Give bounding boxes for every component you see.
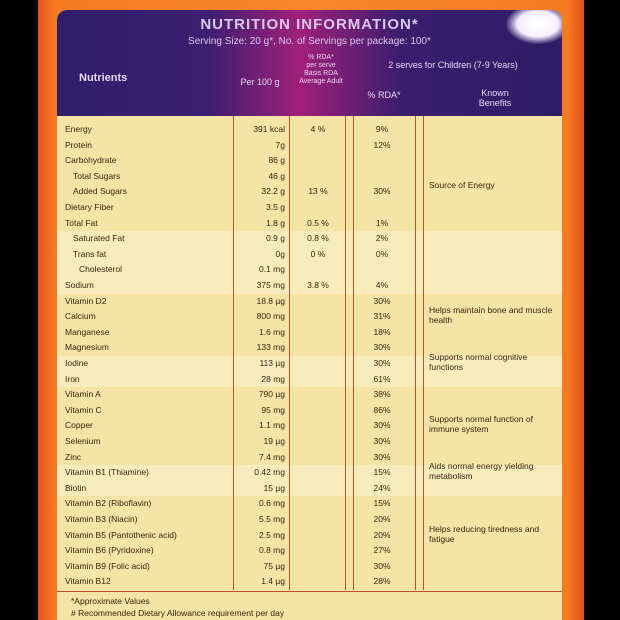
column-divider xyxy=(353,116,354,590)
nutrition-panel xyxy=(57,10,562,620)
col-header-benefits-line1: Known xyxy=(481,88,509,98)
table-row xyxy=(57,216,562,232)
rda-adult-value xyxy=(295,374,341,385)
per-100g-value: 7.4 mg xyxy=(259,451,285,462)
per-100g-value: 95 mg xyxy=(261,404,285,415)
table-row xyxy=(57,559,562,575)
nutrition-header xyxy=(57,10,562,116)
per-100g-value: 790 µg xyxy=(258,389,285,400)
rda-child-value: 30% xyxy=(373,358,391,368)
column-divider xyxy=(423,116,424,590)
per-100g-value: 1.8 g xyxy=(266,217,285,228)
per-100g-value: 375 mg xyxy=(256,280,285,290)
per-100g-value: 391 kcal xyxy=(253,124,285,134)
col-header-rda-line4: Average Adult xyxy=(299,78,343,85)
per-100g-value: 113 µg xyxy=(259,358,285,368)
col-header-children: 2 serves for Children (7-9 Years) xyxy=(388,60,518,70)
col-header-nutrients: Nutrients xyxy=(79,72,128,84)
col-header-benefits-line2: Benefits xyxy=(478,98,512,108)
rda-adult-value xyxy=(295,405,341,416)
rda-adult-value xyxy=(295,530,341,541)
nutrient-name: Vitamin B9 (Folic acid) xyxy=(65,560,150,571)
table-row xyxy=(57,138,562,154)
per-100g-value: 15 µg xyxy=(263,482,285,493)
rda-child-value: 12% xyxy=(373,139,391,150)
nutrient-name: Total Fat xyxy=(65,217,98,228)
rda-child-value: 38% xyxy=(373,389,391,400)
column-divider xyxy=(415,116,416,590)
rda-child-value: 18% xyxy=(373,326,391,337)
rda-adult-value: 3.8 % xyxy=(307,280,329,290)
per-100g-value: 800 mg xyxy=(256,311,285,322)
nutrient-name: Manganese xyxy=(65,326,110,337)
rda-child-value xyxy=(349,202,415,213)
rda-adult-value xyxy=(295,342,341,353)
table-row xyxy=(57,372,562,388)
rda-child-value: 30% xyxy=(373,342,391,353)
column-divider xyxy=(233,116,234,590)
nutrient-name: Protein xyxy=(65,139,92,150)
rda-adult-value xyxy=(295,140,341,151)
nutrient-name: Iron xyxy=(65,373,80,384)
nutrient-name: Cholesterol xyxy=(79,264,122,275)
table-row xyxy=(57,262,562,278)
rda-child-value: 30% xyxy=(373,436,391,446)
nutrient-name: Vitamin B6 (Pyridoxine) xyxy=(65,545,154,556)
per-100g-value: 75 µg xyxy=(263,560,285,571)
footnotes xyxy=(57,591,562,620)
per-100g-value: 0.42 mg xyxy=(254,467,285,478)
nutrient-name: Dietary Fiber xyxy=(65,202,114,212)
nutrient-name: Carbohydrate xyxy=(65,155,117,166)
rda-child-value: 15% xyxy=(373,498,391,509)
nutrient-name: Copper xyxy=(65,420,93,431)
nutrient-name: Magnesium xyxy=(65,342,109,353)
table-row xyxy=(57,247,562,263)
nutrient-name: Saturated Fat xyxy=(73,233,125,244)
nutrient-name: Vitamin C xyxy=(65,404,102,415)
rda-adult-value xyxy=(295,576,341,587)
benefit-text: Helps maintain bone and muscle health xyxy=(429,305,553,326)
rda-adult-value: 4 % xyxy=(310,124,326,134)
per-100g-value: 18.8 µg xyxy=(256,295,285,306)
rda-adult-value: 0 % xyxy=(310,248,326,259)
rda-child-value: 15% xyxy=(373,467,391,478)
rda-adult-value xyxy=(295,498,341,509)
nutrient-name: Calcium xyxy=(65,311,96,322)
footnote-approx: *Approximate Values xyxy=(71,596,150,606)
nutrient-name: Vitamin D2 xyxy=(65,295,107,306)
nutrient-name: Iodine xyxy=(65,358,89,368)
benefit-text: Source of Energy xyxy=(429,180,495,191)
rda-adult-value xyxy=(295,467,341,478)
benefit-text: Supports normal function of immune system xyxy=(429,414,533,435)
per-100g-value: 32.2 g xyxy=(261,186,285,197)
rda-child-value: 24% xyxy=(373,482,391,493)
rda-adult-value: 13 % xyxy=(308,186,328,197)
benefit-text: Helps reducing tiredness and fatigue xyxy=(429,523,540,544)
per-100g-value: 0g xyxy=(275,248,285,259)
rda-child-value: 30% xyxy=(373,420,391,431)
rda-child-value: 28% xyxy=(373,576,391,587)
per-100g-value: 1.1 mg xyxy=(259,420,285,431)
column-divider xyxy=(345,116,346,590)
rda-adult-value xyxy=(295,514,341,525)
panel-title: NUTRITION INFORMATION* xyxy=(200,16,419,33)
table-row xyxy=(57,387,562,403)
rda-adult-value xyxy=(295,436,341,447)
per-100g-value: 46 g xyxy=(268,170,285,181)
col-header-rda xyxy=(293,54,349,86)
per-100g-value: 7g xyxy=(275,139,285,150)
nutrient-name: Vitamin A xyxy=(65,389,101,400)
nutrient-name: Zinc xyxy=(65,451,82,462)
nutrient-name: Biotin xyxy=(65,482,87,493)
rda-child-value xyxy=(349,155,415,166)
rda-child-value: 30% xyxy=(373,295,391,306)
rda-adult-value xyxy=(295,483,341,494)
rda-child-value: 20% xyxy=(373,529,391,540)
rda-child-value: 2% xyxy=(375,233,389,244)
rda-adult-value xyxy=(295,296,341,307)
benefit-text: Supports normal cognitive functions xyxy=(429,352,528,372)
rda-adult-value xyxy=(295,311,341,322)
col-header-rda-line1: % RDA* xyxy=(308,54,334,61)
nutrient-name: Selenium xyxy=(65,436,101,446)
per-100g-value: 19 µg xyxy=(263,436,285,446)
per-100g-value: 3.5 g xyxy=(266,202,285,212)
table-row xyxy=(57,325,562,341)
nutrient-name: Vitamin B2 (Riboflavin) xyxy=(65,498,152,509)
table-row xyxy=(57,543,562,559)
table-row xyxy=(57,122,562,138)
col-header-rda-line3: Basis RDA xyxy=(304,70,338,77)
rda-child-value: 1% xyxy=(375,217,389,228)
table-row xyxy=(57,231,562,247)
per-100g-value: 5.5 mg xyxy=(259,514,285,524)
nutrient-name: Sodium xyxy=(65,280,94,290)
nutrient-name: Total Sugars xyxy=(73,170,121,181)
rda-child-value: 20% xyxy=(373,514,391,524)
rda-child-value: 4% xyxy=(375,280,389,290)
nutrient-name: Added Sugars xyxy=(73,186,127,197)
nutrient-name: Vitamin B5 (Pantothenic acid) xyxy=(65,529,177,540)
rda-adult-value xyxy=(295,561,341,572)
rda-adult-value xyxy=(295,264,341,275)
benefit-text: Aids normal energy yielding metabolism xyxy=(429,461,534,482)
rda-child-value: 30% xyxy=(373,186,391,197)
column-divider xyxy=(289,116,290,590)
rda-child-value: 0% xyxy=(375,248,389,259)
per-100g-value: 0.1 mg xyxy=(259,264,285,275)
rda-adult-value xyxy=(295,327,341,338)
rda-adult-value xyxy=(295,171,341,182)
table-row xyxy=(57,200,562,216)
per-100g-value: 0.6 mg xyxy=(259,498,285,509)
nutrient-name: Vitamin B12 xyxy=(65,576,111,587)
serving-info: Serving Size: 20 g*, No. of Servings per package: 100* xyxy=(188,36,431,47)
rda-child-value xyxy=(349,171,415,182)
rda-adult-value xyxy=(295,545,341,556)
col-header-benefits xyxy=(435,88,555,108)
table-row xyxy=(57,496,562,512)
rda-adult-value xyxy=(295,202,341,213)
rda-child-value: 9% xyxy=(375,124,389,134)
col-header-rda-line2: per serve xyxy=(306,62,336,69)
table-row xyxy=(57,278,562,294)
per-100g-value: 86 g xyxy=(268,155,285,166)
per-100g-value: 28 mg xyxy=(261,373,285,384)
rda-child-value: 86% xyxy=(373,404,391,415)
col-header-per100: Per 100 g xyxy=(240,77,280,87)
per-100g-value: 1.6 mg xyxy=(259,326,285,337)
per-100g-value: 0.8 mg xyxy=(259,545,285,556)
per-100g-value: 133 mg xyxy=(256,342,285,353)
rda-child-value: 27% xyxy=(373,545,391,556)
nutrient-name: Vitamin B1 (Thiamine) xyxy=(65,467,149,478)
rda-child-value: 31% xyxy=(373,311,391,322)
nutrient-name: Trans fat xyxy=(73,248,107,259)
nutrient-name: Vitamin B3 (Niacin) xyxy=(65,514,138,524)
rda-child-value: 30% xyxy=(373,560,391,571)
rda-adult-value xyxy=(295,452,341,463)
rda-adult-value: 0.5 % xyxy=(307,217,329,228)
rda-adult-value xyxy=(295,389,341,400)
table-row xyxy=(57,481,562,497)
rda-child-value xyxy=(349,264,415,275)
nutrient-name: Energy xyxy=(65,124,92,134)
table-row xyxy=(57,153,562,169)
per-100g-value: 2.5 mg xyxy=(259,529,285,540)
rda-child-value: 30% xyxy=(373,451,391,462)
footnote-rda: # Recommended Dietary Allowance requirement per day xyxy=(71,608,285,618)
rda-adult-value xyxy=(295,155,341,166)
rda-adult-value: 0.8 % xyxy=(307,233,329,244)
rda-adult-value xyxy=(295,420,341,431)
rda-child-value: 61% xyxy=(373,373,391,384)
col-header-children-rda: % RDA* xyxy=(367,90,401,100)
table-row xyxy=(57,574,562,590)
rda-adult-value xyxy=(295,358,341,369)
per-100g-value: 0.9 g xyxy=(266,233,285,244)
per-100g-value: 1.4 µg xyxy=(261,576,285,587)
table-row xyxy=(57,434,562,450)
